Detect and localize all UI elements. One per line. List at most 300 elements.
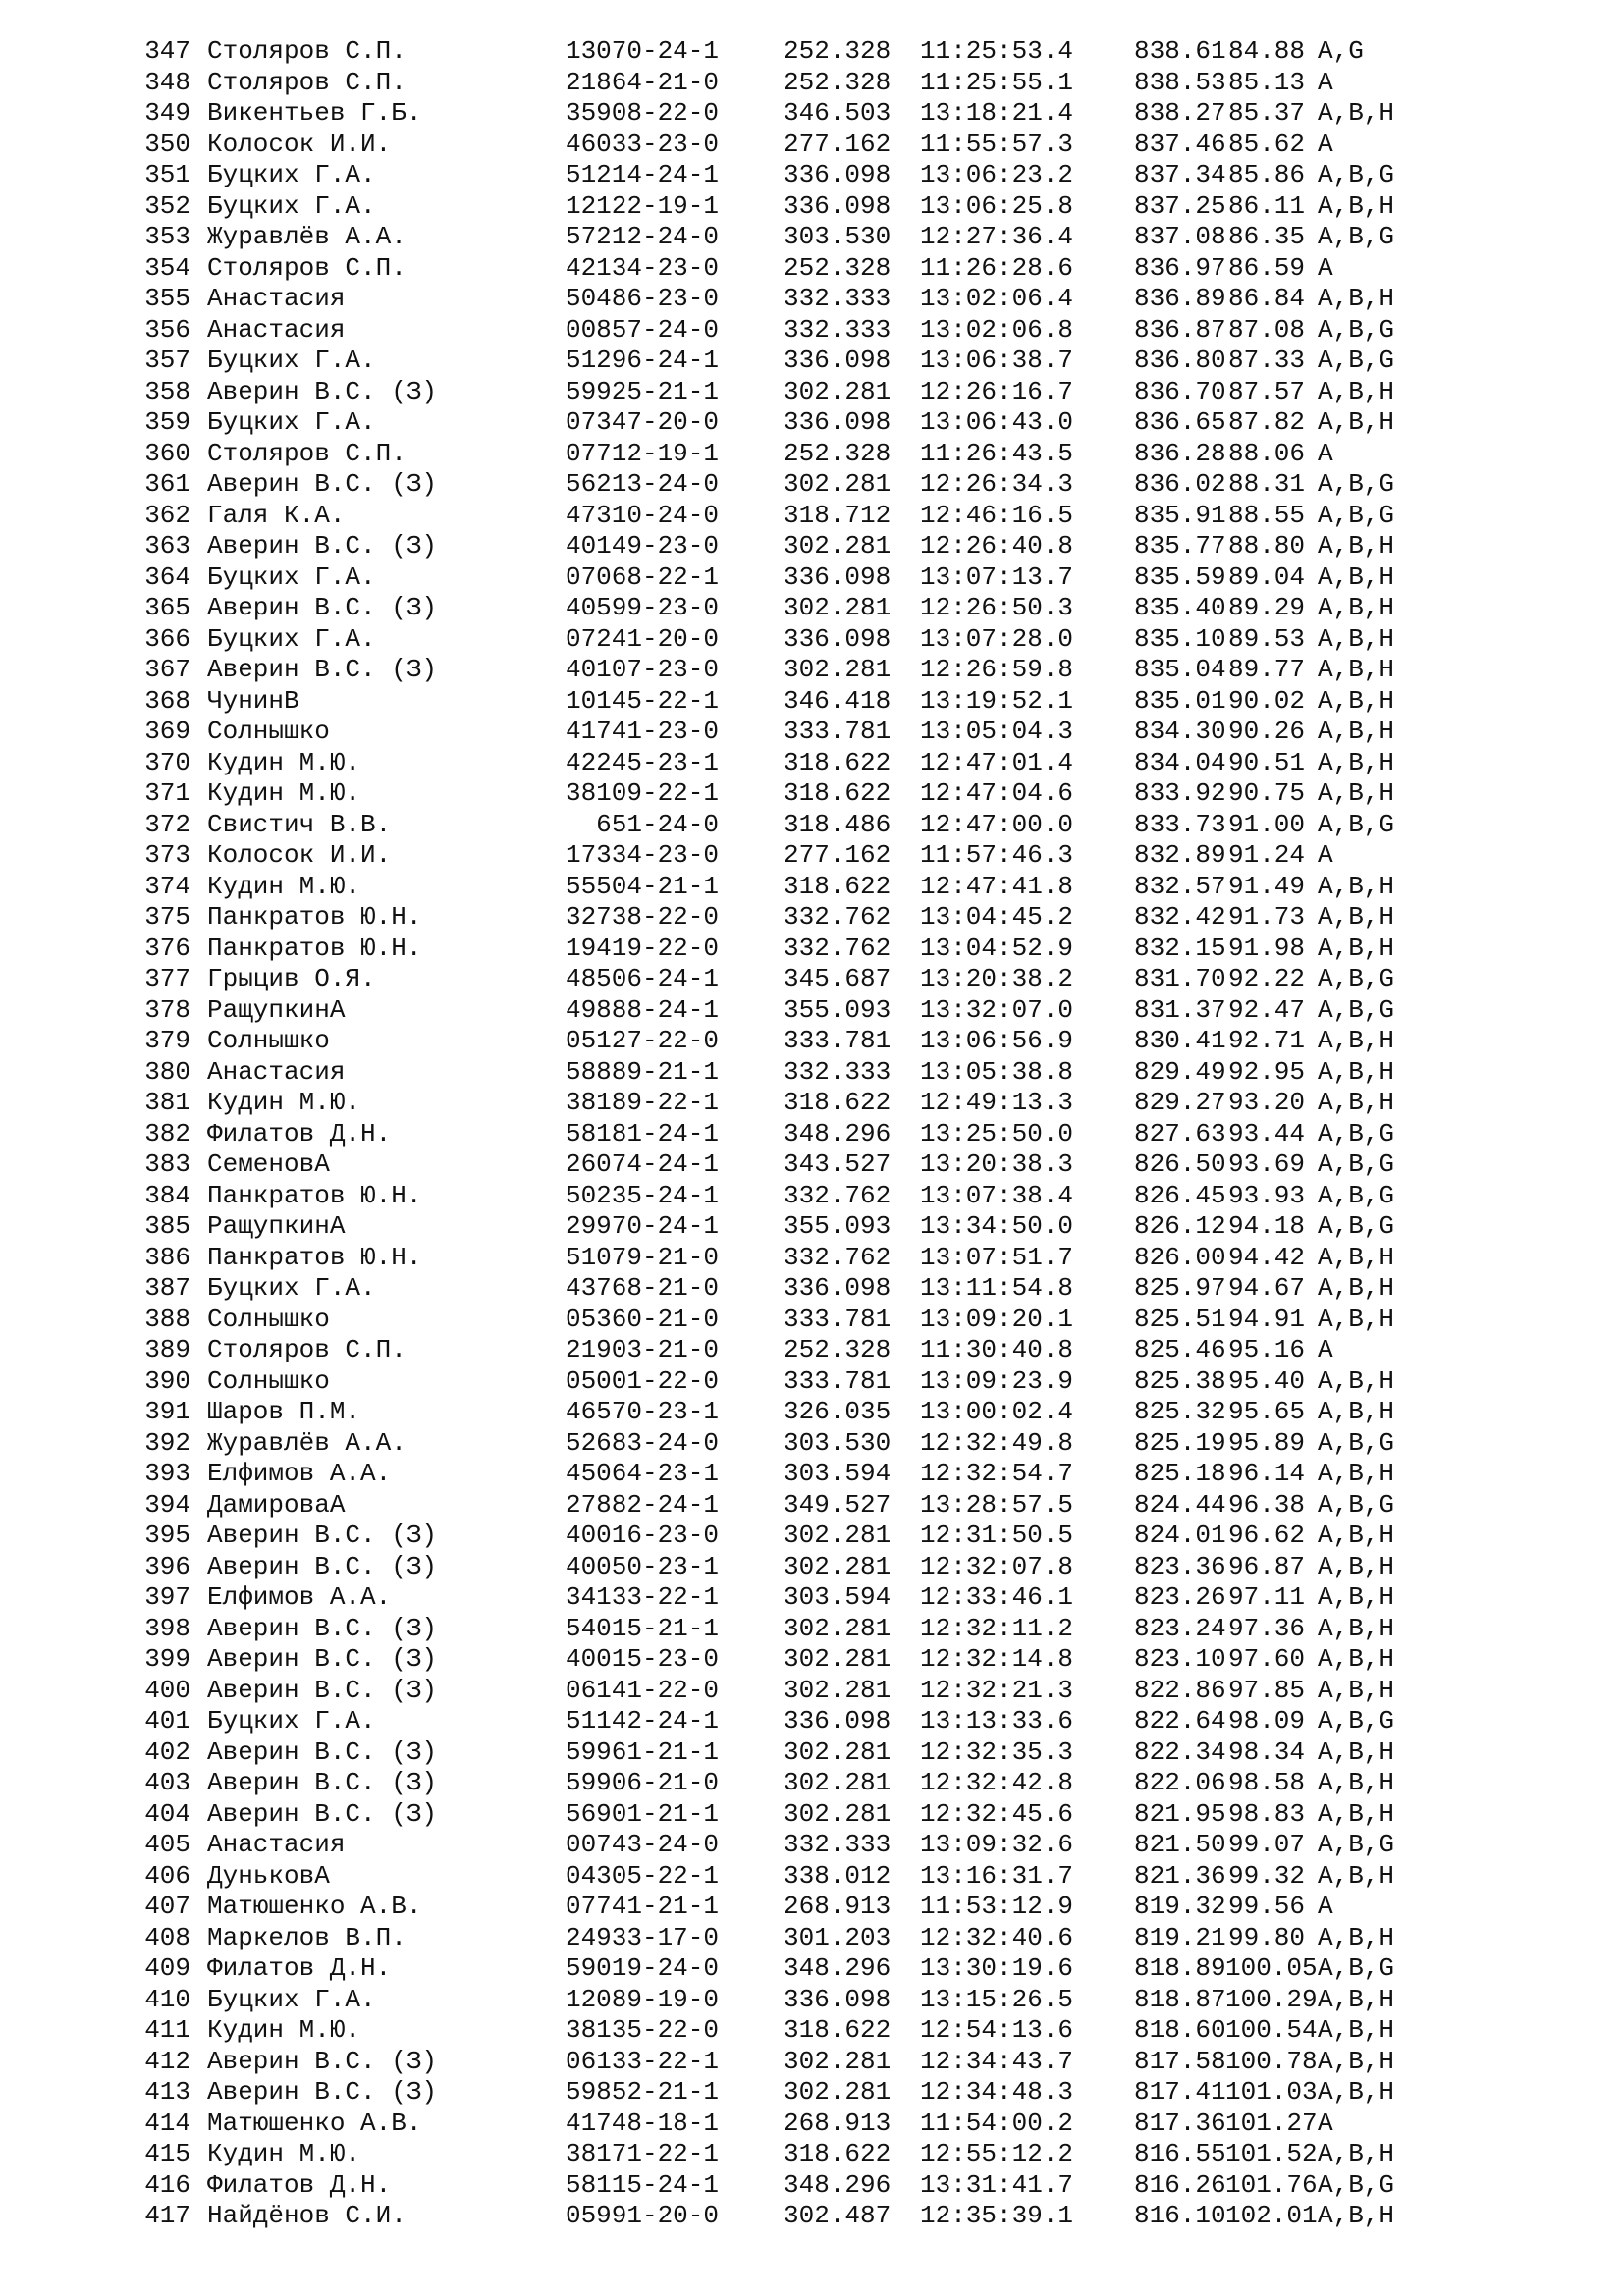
coefficient: 90.02 bbox=[1227, 685, 1305, 716]
categories: A,B,G bbox=[1318, 2169, 1395, 2200]
fancier-name: Столяров С.П. bbox=[207, 1335, 406, 1364]
coefficient: 86.35 bbox=[1227, 222, 1305, 251]
coefficient: 92.71 bbox=[1227, 1026, 1305, 1055]
place-number: 392 bbox=[144, 1427, 190, 1458]
coefficient: 101.03 bbox=[1225, 2077, 1318, 2107]
place-number: 417 bbox=[144, 2201, 190, 2230]
arrival-time: 12:32:07.8 bbox=[920, 1551, 1074, 1581]
distance: 302.281 bbox=[784, 531, 892, 561]
arrival-time: 12:26:50.3 bbox=[920, 593, 1074, 622]
table-row bbox=[0, 1706, 1624, 1737]
coefficient: 93.93 bbox=[1227, 1180, 1305, 1210]
arrival-time: 13:19:52.1 bbox=[920, 685, 1074, 716]
arrival-time: 13:05:38.8 bbox=[920, 1056, 1074, 1087]
speed: 826.12 bbox=[1134, 1211, 1226, 1241]
place-number: 400 bbox=[144, 1675, 190, 1705]
categories: A,B,H bbox=[1318, 376, 1395, 406]
arrival-time: 13:02:06.4 bbox=[920, 284, 1074, 313]
arrival-time: 13:30:19.6 bbox=[920, 1953, 1074, 1983]
table-row bbox=[0, 1552, 1624, 1583]
place-number: 372 bbox=[144, 809, 190, 839]
distance: 338.012 bbox=[784, 1860, 892, 1891]
arrival-time: 12:32:35.3 bbox=[920, 1736, 1074, 1767]
arrival-time: 12:32:54.7 bbox=[920, 1459, 1074, 1488]
arrival-time: 11:26:28.6 bbox=[920, 252, 1074, 283]
fancier-name: ДамироваА bbox=[207, 1489, 346, 1520]
coefficient: 92.95 bbox=[1227, 1056, 1305, 1087]
table-row bbox=[0, 1335, 1624, 1366]
ring-number: 40107-23-0 bbox=[565, 655, 719, 684]
arrival-time: 13:34:50.0 bbox=[920, 1211, 1074, 1241]
coefficient: 98.09 bbox=[1227, 1706, 1305, 1735]
fancier-name: Колосок И.И. bbox=[207, 129, 392, 159]
fancier-name: Журавлёв А.А. bbox=[207, 1427, 406, 1458]
fancier-name: Филатов Д.Н. bbox=[207, 2169, 392, 2200]
arrival-time: 12:26:59.8 bbox=[920, 655, 1074, 684]
categories: A,B,H bbox=[1318, 2139, 1395, 2168]
speed: 835.77 bbox=[1134, 531, 1226, 561]
table-row bbox=[0, 346, 1624, 377]
speed: 816.10 bbox=[1134, 2201, 1226, 2230]
fancier-name: Буцких Г.А. bbox=[207, 407, 376, 437]
ring-number: 40050-23-1 bbox=[565, 1551, 719, 1581]
ring-number: 42245-23-1 bbox=[565, 747, 719, 777]
distance: 303.530 bbox=[784, 1427, 892, 1458]
categories: A,B,G bbox=[1318, 500, 1395, 530]
ring-number: 27882-24-1 bbox=[565, 1489, 719, 1520]
coefficient: 98.58 bbox=[1227, 1768, 1305, 1797]
place-number: 409 bbox=[144, 1953, 190, 1983]
fancier-name: Свистич В.В. bbox=[207, 809, 392, 839]
ring-number: 12089-19-0 bbox=[565, 1984, 719, 2014]
coefficient: 99.32 bbox=[1227, 1860, 1305, 1891]
distance: 302.281 bbox=[784, 469, 892, 499]
distance: 336.098 bbox=[784, 1706, 892, 1735]
fancier-name: Елфимов А.А. bbox=[207, 1582, 392, 1612]
table-row bbox=[0, 593, 1624, 624]
place-number: 379 bbox=[144, 1026, 190, 1055]
speed: 822.64 bbox=[1134, 1706, 1226, 1735]
coefficient: 87.57 bbox=[1227, 376, 1305, 406]
speed: 830.41 bbox=[1134, 1026, 1226, 1055]
table-row bbox=[0, 1923, 1624, 1954]
distance: 333.781 bbox=[784, 1304, 892, 1334]
table-row bbox=[0, 2015, 1624, 2047]
speed: 836.89 bbox=[1134, 284, 1226, 313]
coefficient: 98.34 bbox=[1227, 1736, 1305, 1767]
fancier-name: РащупкинА bbox=[207, 1211, 346, 1241]
place-number: 378 bbox=[144, 994, 190, 1025]
speed: 827.63 bbox=[1134, 1118, 1226, 1148]
ring-number: 59906-21-0 bbox=[565, 1768, 719, 1797]
categories: A bbox=[1318, 67, 1333, 97]
ring-number: 00857-24-0 bbox=[565, 314, 719, 345]
categories: A bbox=[1318, 129, 1333, 159]
ring-number: 50486-23-0 bbox=[565, 284, 719, 313]
table-row bbox=[0, 778, 1624, 810]
ring-number: 52683-24-0 bbox=[565, 1427, 719, 1458]
distance: 301.203 bbox=[784, 1922, 892, 1952]
fancier-name: Аверин В.С. (З) bbox=[207, 531, 438, 561]
categories: A,B,H bbox=[1318, 1365, 1395, 1396]
speed: 818.87 bbox=[1134, 1984, 1226, 2014]
ring-number: 58889-21-1 bbox=[565, 1056, 719, 1087]
categories: A,B,H bbox=[1318, 1675, 1395, 1705]
arrival-time: 12:27:36.4 bbox=[920, 222, 1074, 251]
speed: 817.58 bbox=[1134, 2046, 1226, 2076]
categories: A,B,G bbox=[1318, 1427, 1395, 1458]
speed: 825.46 bbox=[1134, 1335, 1226, 1364]
speed: 833.73 bbox=[1134, 809, 1226, 839]
distance: 343.527 bbox=[784, 1149, 892, 1179]
fancier-name: Маркелов В.П. bbox=[207, 1922, 406, 1952]
categories: A,B,H bbox=[1318, 655, 1395, 684]
table-row bbox=[0, 1181, 1624, 1212]
distance: 318.486 bbox=[784, 809, 892, 839]
place-number: 381 bbox=[144, 1088, 190, 1117]
speed: 825.18 bbox=[1134, 1459, 1226, 1488]
categories: A bbox=[1318, 1892, 1333, 1921]
arrival-time: 13:04:45.2 bbox=[920, 902, 1074, 932]
distance: 336.098 bbox=[784, 1984, 892, 2014]
categories: A,B,H bbox=[1318, 1551, 1395, 1581]
coefficient: 97.36 bbox=[1227, 1613, 1305, 1643]
table-row bbox=[0, 872, 1624, 903]
ring-number: 10145-22-1 bbox=[565, 685, 719, 716]
ring-number: 21864-21-0 bbox=[565, 67, 719, 97]
distance: 268.913 bbox=[784, 2108, 892, 2138]
table-row bbox=[0, 1768, 1624, 1799]
speed: 826.00 bbox=[1134, 1242, 1226, 1272]
coefficient: 86.11 bbox=[1227, 190, 1305, 221]
fancier-name: Буцких Г.А. bbox=[207, 1706, 376, 1735]
speed: 819.21 bbox=[1134, 1922, 1226, 1952]
categories: A,B,G bbox=[1318, 469, 1395, 499]
arrival-time: 13:16:31.7 bbox=[920, 1860, 1074, 1891]
table-row bbox=[0, 98, 1624, 130]
table-row bbox=[0, 1305, 1624, 1336]
categories: A,B,H bbox=[1318, 1521, 1395, 1550]
table-row bbox=[0, 1490, 1624, 1522]
categories: A,B,G bbox=[1318, 994, 1395, 1025]
distance: 302.281 bbox=[784, 1736, 892, 1767]
fancier-name: Викентьев Г.Б. bbox=[207, 98, 422, 128]
table-row bbox=[0, 2047, 1624, 2078]
fancier-name: Кудин М.Ю. bbox=[207, 2139, 361, 2168]
distance: 318.622 bbox=[784, 2139, 892, 2168]
arrival-time: 13:32:07.0 bbox=[920, 994, 1074, 1025]
coefficient: 90.51 bbox=[1227, 747, 1305, 777]
place-number: 365 bbox=[144, 593, 190, 622]
distance: 252.328 bbox=[784, 438, 892, 468]
arrival-time: 13:20:38.3 bbox=[920, 1149, 1074, 1179]
speed: 823.26 bbox=[1134, 1582, 1226, 1612]
table-row bbox=[0, 439, 1624, 470]
table-row bbox=[0, 717, 1624, 748]
speed: 832.89 bbox=[1134, 840, 1226, 870]
coefficient: 96.14 bbox=[1227, 1459, 1305, 1488]
arrival-time: 13:15:26.5 bbox=[920, 1984, 1074, 2014]
arrival-time: 12:47:04.6 bbox=[920, 778, 1074, 808]
place-number: 366 bbox=[144, 623, 190, 654]
place-number: 361 bbox=[144, 469, 190, 499]
speed: 835.59 bbox=[1134, 561, 1226, 592]
categories: A,B,H bbox=[1318, 685, 1395, 716]
place-number: 405 bbox=[144, 1830, 190, 1859]
distance: 252.328 bbox=[784, 67, 892, 97]
coefficient: 89.29 bbox=[1227, 593, 1305, 622]
ring-number: 51296-24-1 bbox=[565, 346, 719, 375]
fancier-name: ЧунинВ bbox=[207, 685, 299, 716]
speed: 836.28 bbox=[1134, 438, 1226, 468]
coefficient: 92.22 bbox=[1227, 964, 1305, 993]
coefficient: 85.13 bbox=[1227, 67, 1305, 97]
fancier-name: Буцких Г.А. bbox=[207, 561, 376, 592]
place-number: 351 bbox=[144, 160, 190, 189]
distance: 336.098 bbox=[784, 561, 892, 592]
distance: 302.281 bbox=[784, 1613, 892, 1643]
table-row bbox=[0, 1273, 1624, 1305]
categories: A,B,H bbox=[1318, 778, 1395, 808]
arrival-time: 13:05:04.3 bbox=[920, 717, 1074, 746]
coefficient: 93.44 bbox=[1227, 1118, 1305, 1148]
categories: A,B,H bbox=[1318, 407, 1395, 437]
coefficient: 97.60 bbox=[1227, 1644, 1305, 1674]
ring-number: 19419-22-0 bbox=[565, 933, 719, 963]
coefficient: 87.33 bbox=[1227, 346, 1305, 375]
distance: 355.093 bbox=[784, 994, 892, 1025]
place-number: 403 bbox=[144, 1768, 190, 1797]
table-row bbox=[0, 253, 1624, 285]
speed: 829.27 bbox=[1134, 1088, 1226, 1117]
ring-number: 55504-21-1 bbox=[565, 871, 719, 901]
distance: 302.281 bbox=[784, 1551, 892, 1581]
ring-number: 59961-21-1 bbox=[565, 1736, 719, 1767]
distance: 318.712 bbox=[784, 500, 892, 530]
distance: 355.093 bbox=[784, 1211, 892, 1241]
distance: 336.098 bbox=[784, 190, 892, 221]
arrival-time: 12:32:49.8 bbox=[920, 1427, 1074, 1458]
place-number: 360 bbox=[144, 438, 190, 468]
ring-number: 54015-21-1 bbox=[565, 1613, 719, 1643]
ring-number: 40149-23-0 bbox=[565, 531, 719, 561]
fancier-name: Столяров С.П. bbox=[207, 252, 406, 283]
distance: 318.622 bbox=[784, 871, 892, 901]
speed: 833.92 bbox=[1134, 778, 1226, 808]
arrival-time: 13:04:52.9 bbox=[920, 933, 1074, 963]
categories: A,B,G bbox=[1318, 314, 1395, 345]
speed: 837.25 bbox=[1134, 190, 1226, 221]
distance: 302.281 bbox=[784, 2046, 892, 2076]
fancier-name: Кудин М.Ю. bbox=[207, 2015, 361, 2045]
distance: 349.527 bbox=[784, 1489, 892, 1520]
ring-number: 58181-24-1 bbox=[565, 1118, 719, 1148]
table-row bbox=[0, 2170, 1624, 2202]
place-number: 382 bbox=[144, 1118, 190, 1148]
coefficient: 91.49 bbox=[1227, 871, 1305, 901]
arrival-time: 12:32:14.8 bbox=[920, 1644, 1074, 1674]
categories: A,B,H bbox=[1318, 1056, 1395, 1087]
arrival-time: 13:20:38.2 bbox=[920, 964, 1074, 993]
arrival-time: 12:32:11.2 bbox=[920, 1613, 1074, 1643]
table-row bbox=[0, 407, 1624, 439]
arrival-time: 13:09:32.6 bbox=[920, 1830, 1074, 1859]
place-number: 384 bbox=[144, 1180, 190, 1210]
arrival-time: 12:49:13.3 bbox=[920, 1088, 1074, 1117]
coefficient: 84.88 bbox=[1227, 36, 1305, 66]
table-row bbox=[0, 1861, 1624, 1893]
place-number: 402 bbox=[144, 1736, 190, 1767]
categories: A,B,H bbox=[1318, 1459, 1395, 1488]
table-row bbox=[0, 315, 1624, 347]
fancier-name: Кудин М.Ю. bbox=[207, 778, 361, 808]
fancier-name: Аверин В.С. (З) bbox=[207, 1613, 438, 1643]
speed: 825.97 bbox=[1134, 1273, 1226, 1303]
coefficient: 86.84 bbox=[1227, 284, 1305, 313]
ring-number: 46033-23-0 bbox=[565, 129, 719, 159]
distance: 302.281 bbox=[784, 2077, 892, 2107]
fancier-name: Солнышко bbox=[207, 1365, 330, 1396]
categories: A,B,H bbox=[1318, 1026, 1395, 1055]
distance: 336.098 bbox=[784, 346, 892, 375]
coefficient: 90.75 bbox=[1227, 778, 1305, 808]
ring-number: 07712-19-1 bbox=[565, 438, 719, 468]
speed: 825.38 bbox=[1134, 1365, 1226, 1396]
place-number: 394 bbox=[144, 1489, 190, 1520]
coefficient: 88.31 bbox=[1227, 469, 1305, 499]
speed: 836.87 bbox=[1134, 314, 1226, 345]
ring-number: 57212-24-0 bbox=[565, 222, 719, 251]
ring-number: 24933-17-0 bbox=[565, 1922, 719, 1952]
coefficient: 90.26 bbox=[1227, 717, 1305, 746]
categories: A bbox=[1318, 438, 1333, 468]
fancier-name: Аверин В.С. (З) bbox=[207, 1675, 438, 1705]
fancier-name: Аверин В.С. (З) bbox=[207, 2077, 438, 2107]
ring-number: 42134-23-0 bbox=[565, 252, 719, 283]
speed: 825.19 bbox=[1134, 1427, 1226, 1458]
distance: 303.594 bbox=[784, 1459, 892, 1488]
fancier-name: Солнышко bbox=[207, 1304, 330, 1334]
ring-number: 06133-22-1 bbox=[565, 2046, 719, 2076]
distance: 318.622 bbox=[784, 747, 892, 777]
place-number: 412 bbox=[144, 2046, 190, 2076]
speed: 838.53 bbox=[1134, 67, 1226, 97]
categories: A,B,H bbox=[1318, 1644, 1395, 1674]
coefficient: 100.54 bbox=[1225, 2015, 1318, 2045]
ring-number: 38171-22-1 bbox=[565, 2139, 719, 2168]
arrival-time: 12:26:16.7 bbox=[920, 376, 1074, 406]
categories: A,B,H bbox=[1318, 2077, 1395, 2107]
categories: A,B,H bbox=[1318, 1242, 1395, 1272]
place-number: 371 bbox=[144, 778, 190, 808]
fancier-name: Аверин В.С. (З) bbox=[207, 1798, 438, 1829]
distance: 346.503 bbox=[784, 98, 892, 128]
ring-number: 41741-23-0 bbox=[565, 717, 719, 746]
fancier-name: Буцких Г.А. bbox=[207, 190, 376, 221]
fancier-name: Аверин В.С. (З) bbox=[207, 1551, 438, 1581]
arrival-time: 13:07:51.7 bbox=[920, 1242, 1074, 1272]
distance: 302.487 bbox=[784, 2201, 892, 2230]
arrival-time: 12:46:16.5 bbox=[920, 500, 1074, 530]
fancier-name: Аверин В.С. (З) bbox=[207, 1521, 438, 1550]
arrival-time: 12:32:21.3 bbox=[920, 1675, 1074, 1705]
place-number: 396 bbox=[144, 1551, 190, 1581]
coefficient: 101.27 bbox=[1225, 2108, 1318, 2138]
ring-number: 07068-22-1 bbox=[565, 561, 719, 592]
ring-number: 38189-22-1 bbox=[565, 1088, 719, 1117]
arrival-time: 11:30:40.8 bbox=[920, 1335, 1074, 1364]
table-row bbox=[0, 1582, 1624, 1614]
table-row bbox=[0, 624, 1624, 656]
ring-number: 41748-18-1 bbox=[565, 2108, 719, 2138]
coefficient: 101.52 bbox=[1225, 2139, 1318, 2168]
coefficient: 94.42 bbox=[1227, 1242, 1305, 1272]
coefficient: 94.18 bbox=[1227, 1211, 1305, 1241]
place-number: 383 bbox=[144, 1149, 190, 1179]
categories: A,B,G bbox=[1318, 1180, 1395, 1210]
categories: A,B,G bbox=[1318, 1211, 1395, 1241]
coefficient: 87.82 bbox=[1227, 407, 1305, 437]
categories: A,B,G bbox=[1318, 346, 1395, 375]
coefficient: 100.78 bbox=[1225, 2046, 1318, 2076]
fancier-name: Буцких Г.А. bbox=[207, 623, 376, 654]
table-row bbox=[0, 2077, 1624, 2109]
distance: 348.296 bbox=[784, 2169, 892, 2200]
place-number: 395 bbox=[144, 1521, 190, 1550]
arrival-time: 13:09:23.9 bbox=[920, 1365, 1074, 1396]
arrival-time: 11:54:00.2 bbox=[920, 2108, 1074, 2138]
coefficient: 89.53 bbox=[1227, 623, 1305, 654]
coefficient: 96.38 bbox=[1227, 1489, 1305, 1520]
table-row bbox=[0, 222, 1624, 253]
fancier-name: Аверин В.С. (З) bbox=[207, 1736, 438, 1767]
distance: 302.281 bbox=[784, 1798, 892, 1829]
coefficient: 97.11 bbox=[1227, 1582, 1305, 1612]
place-number: 410 bbox=[144, 1984, 190, 2014]
categories: A,B,G bbox=[1318, 1149, 1395, 1179]
fancier-name: Столяров С.П. bbox=[207, 67, 406, 97]
categories: A,B,G bbox=[1318, 1489, 1395, 1520]
categories: A,B,H bbox=[1318, 531, 1395, 561]
distance: 318.622 bbox=[784, 1088, 892, 1117]
arrival-time: 12:31:50.5 bbox=[920, 1521, 1074, 1550]
categories: A,B,H bbox=[1318, 747, 1395, 777]
place-number: 358 bbox=[144, 376, 190, 406]
ring-number: 56213-24-0 bbox=[565, 469, 719, 499]
arrival-time: 13:28:57.5 bbox=[920, 1489, 1074, 1520]
categories: A,G bbox=[1318, 36, 1364, 66]
ring-number: 49888-24-1 bbox=[565, 994, 719, 1025]
arrival-time: 12:26:40.8 bbox=[920, 531, 1074, 561]
speed: 834.04 bbox=[1134, 747, 1226, 777]
results-table bbox=[0, 36, 1624, 2232]
distance: 252.328 bbox=[784, 1335, 892, 1364]
categories: A,B,H bbox=[1318, 2201, 1395, 2230]
arrival-time: 12:55:12.2 bbox=[920, 2139, 1074, 2168]
speed: 835.91 bbox=[1134, 500, 1226, 530]
place-number: 401 bbox=[144, 1706, 190, 1735]
arrival-time: 11:25:55.1 bbox=[920, 67, 1074, 97]
place-number: 385 bbox=[144, 1211, 190, 1241]
categories: A,B,H bbox=[1318, 561, 1395, 592]
speed: 821.36 bbox=[1134, 1860, 1226, 1891]
table-row bbox=[0, 748, 1624, 779]
speed: 826.50 bbox=[1134, 1149, 1226, 1179]
distance: 277.162 bbox=[784, 129, 892, 159]
coefficient: 91.24 bbox=[1227, 840, 1305, 870]
fancier-name: Филатов Д.Н. bbox=[207, 1953, 392, 1983]
place-number: 374 bbox=[144, 871, 190, 901]
